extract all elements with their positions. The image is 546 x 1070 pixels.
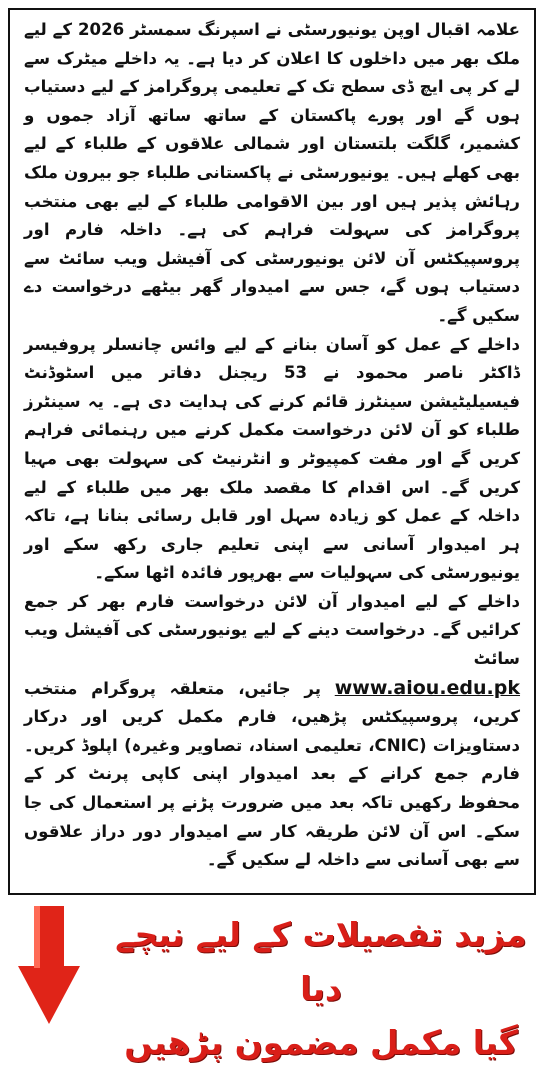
article-paragraph [24,588,520,875]
article-body [24,16,520,875]
down-arrow-icon [18,906,80,1024]
read-more-line-2: گیا مکمل مضمون پڑھیں [124,1023,518,1062]
website-link[interactable]: www.aiou.edu.pk [334,676,521,699]
article-paragraph-text: پر جائیں، متعلقہ پروگرام منتخب کریں، پروسپیکٹس پڑھیں، فارم مکمل کریں اور درکار دستاویزات (CNIC، تعلیمی اسناد، تصاویر وغیرہ) اپلوڈ کریں۔ فارم جمع کرانے کے بعد امیدوار اپنی کاپی پرنٹ کر کے محفوظ رکھیں تاکہ بعد میں ضرورت پڑنے پر استعمال کی جا سکے۔ اس آن لائن طریقہ کار سے امیدوار دور دراز علاقوں سے بھی آسانی سے داخلہ لے سکیں گے۔ [24,678,520,870]
read-more-banner[interactable] [0,900,546,1062]
read-more-line-1: مزید تفصیلات کے لیے نیچے دیا [115,915,527,1008]
read-more-text [106,908,536,1070]
article-paragraph: داخلے کے عمل کو آسان بنانے کے لیے وائس چانسلر پروفیسر ڈاکٹر ناصر محمود نے 53 ریجنل دفاتر میں اسٹوڈنٹ فیسیلیٹیشن سینٹرز قائم کرنے کی ہدایت دی ہے۔ یہ سینٹرز طلباء کو آن لائن درخواست مکمل کرنے میں رہنمائی فراہم کریں گے اور مفت کمپیوٹر و انٹرنیٹ کی سہولت بھی مہیا کریں گے۔ اس اقدام کا مقصد ملک بھر میں طلباء کے لیے داخلہ کے عمل کو زیادہ سہل اور قابل رسائی بنانا ہے، تاکہ ہر امیدوار آسانی سے اپنی تعلیم جاری رکھ سکے اور یونیورسٹی کی سہولیات سے بھرپور فائدہ اٹھا سکے۔ [24,334,520,583]
article-frame [8,8,536,895]
article-paragraph: علامہ اقبال اوپن یونیورسٹی نے اسپرنگ سمسٹر 2026 کے لیے ملک بھر میں داخلوں کا اعلان کر دیا ہے۔ یہ داخلے میٹرک سے لے کر پی ایچ ڈی سطح تک کے تعلیمی پروگرامز کے لیے دستیاب ہوں گے اور پورے پاکستان کے ساتھ ساتھ آزاد جموں و کشمیر، گلگت بلتستان اور شمالی علاقوں کے طلباء کے لیے بھی کھلے ہیں۔ یونیورسٹی نے پاکستانی طلباء جو بیرون ملک رہائش پذیر ہیں اور بین الاقوامی طلباء کے لیے بھی منتخب پروگرامز کی سہولت فراہم کی ہے۔ داخلہ فارم اور پروسپیکٹس آن لائن یونیورسٹی کی آفیشل ویب سائٹ سے دستیاب ہوں گے، جس سے امیدوار گھر بیٹھے درخواست دے سکیں گے۔ [24,20,520,325]
article-paragraph-text: داخلے کے لیے امیدوار آن لائن درخواست فارم بھر کر جمع کرائیں گے۔ درخواست دینے کے لیے یونیورسٹی کی آفیشل ویب سائٹ [24,591,520,669]
